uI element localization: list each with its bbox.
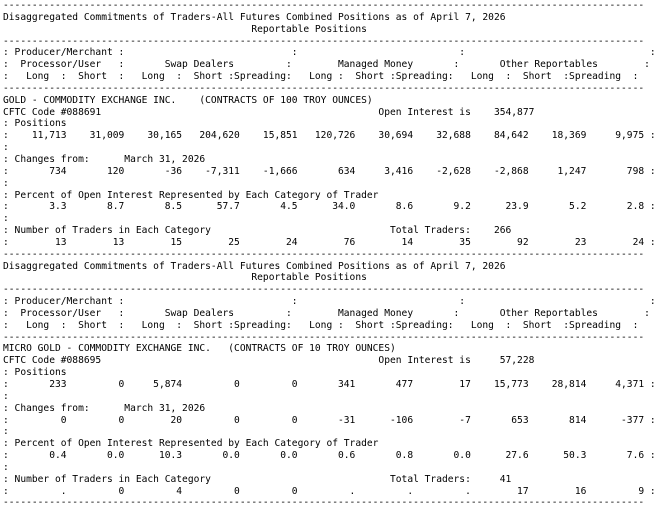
report-line: :	[3, 213, 9, 225]
report-line: CFTC Code #088695 Open Interest is 57,228	[3, 355, 535, 367]
report-line: Reportable Positions	[3, 23, 367, 35]
report-line: :	[3, 390, 9, 402]
report-line: : Number of Traders in Each Category Total Traders: 41	[3, 473, 512, 485]
report-line: Reportable Positions	[3, 272, 367, 284]
report-line: ---------------------------------------------------------------------------------------------------------------	[3, 497, 645, 509]
report-line: : Percent of Open Interest Represented by Each Category of Trader	[3, 438, 379, 450]
report-line: CFTC Code #088691 Open Interest is 354,877	[3, 106, 535, 118]
report-line: : Processor/User : Swap Dealers : Managed Money : Other Reportables :	[3, 307, 650, 319]
report-line: :	[3, 426, 9, 438]
report-line: : Changes from: March 31, 2026	[3, 402, 206, 414]
report-line: : Percent of Open Interest Represented by Each Category of Trader	[3, 189, 379, 201]
report-line: ---------------------------------------------------------------------------------------------------------------	[3, 0, 645, 11]
report-line: ---------------------------------------------------------------------------------------------------------------	[3, 248, 645, 260]
report-line: Disaggregated Commitments of Traders-All Futures Combined Positions as of April 7, 2026	[3, 260, 506, 272]
report-line: : 0.4 0.0 10.3 0.0 0.0 0.6 0.8 0.0 27.6 50.3 7.6 :	[3, 450, 656, 462]
report-line: : Positions	[3, 118, 67, 130]
report-line: : Long : Short : Long : Short :Spreading: Long : Short :Spreading: Long : Short :Spreading :	[3, 319, 639, 331]
report-line: : 13 13 15 25 24 76 14 35 92 23 24 :	[3, 236, 656, 248]
report-line: ---------------------------------------------------------------------------------------------------------------	[3, 331, 645, 343]
report-line: :	[3, 142, 9, 154]
report-line: : Producer/Merchant : : : :	[3, 296, 656, 308]
report-line: GOLD - COMMODITY EXCHANGE INC. (CONTRACTS OF 100 TROY OUNCES)	[3, 94, 373, 106]
report-line: : Long : Short : Long : Short :Spreading: Long : Short :Spreading: Long : Short :Spreading :	[3, 71, 639, 83]
report-line: : 3.3 8.7 8.5 57.7 4.5 34.0 8.6 9.2 23.9 5.2 2.8 :	[3, 201, 656, 213]
report-line: : . 0 4 0 0 . . . 17 16 9 :	[3, 485, 656, 497]
report-line: : 233 0 5,874 0 0 341 477 17 15,773 28,814 4,371 :	[3, 379, 656, 390]
report-line: ---------------------------------------------------------------------------------------------------------------	[3, 35, 645, 47]
report-line: : Number of Traders in Each Category Total Traders: 266	[3, 225, 512, 237]
report-line: ---------------------------------------------------------------------------------------------------------------	[3, 82, 645, 94]
report-line: :	[3, 461, 9, 473]
report-line: :	[3, 177, 9, 189]
report-line: MICRO GOLD - COMMODITY EXCHANGE INC. (CONTRACTS OF 10 TROY OUNCES)	[3, 343, 396, 355]
report-line: : 11,713 31,009 30,165 204,620 15,851 120,726 30,694 32,688 84,642 18,369 9,975 :	[3, 130, 656, 142]
report-line: : 734 120 -36 -7,311 -1,666 634 3,416 -2,628 -2,868 1,247 798 :	[3, 165, 656, 177]
report-line: : Positions	[3, 367, 67, 379]
report-line: ---------------------------------------------------------------------------------------------------------------	[3, 284, 645, 296]
report-line: : Changes from: March 31, 2026	[3, 153, 206, 165]
report-line: : 0 0 20 0 0 -31 -106 -7 653 814 -377 :	[3, 414, 656, 426]
report-line: : Processor/User : Swap Dealers : Managed Money : Other Reportables :	[3, 59, 650, 71]
report-line: Disaggregated Commitments of Traders-All Futures Combined Positions as of April 7, 2026	[3, 11, 506, 23]
report-line: : Producer/Merchant : : : :	[3, 47, 656, 59]
